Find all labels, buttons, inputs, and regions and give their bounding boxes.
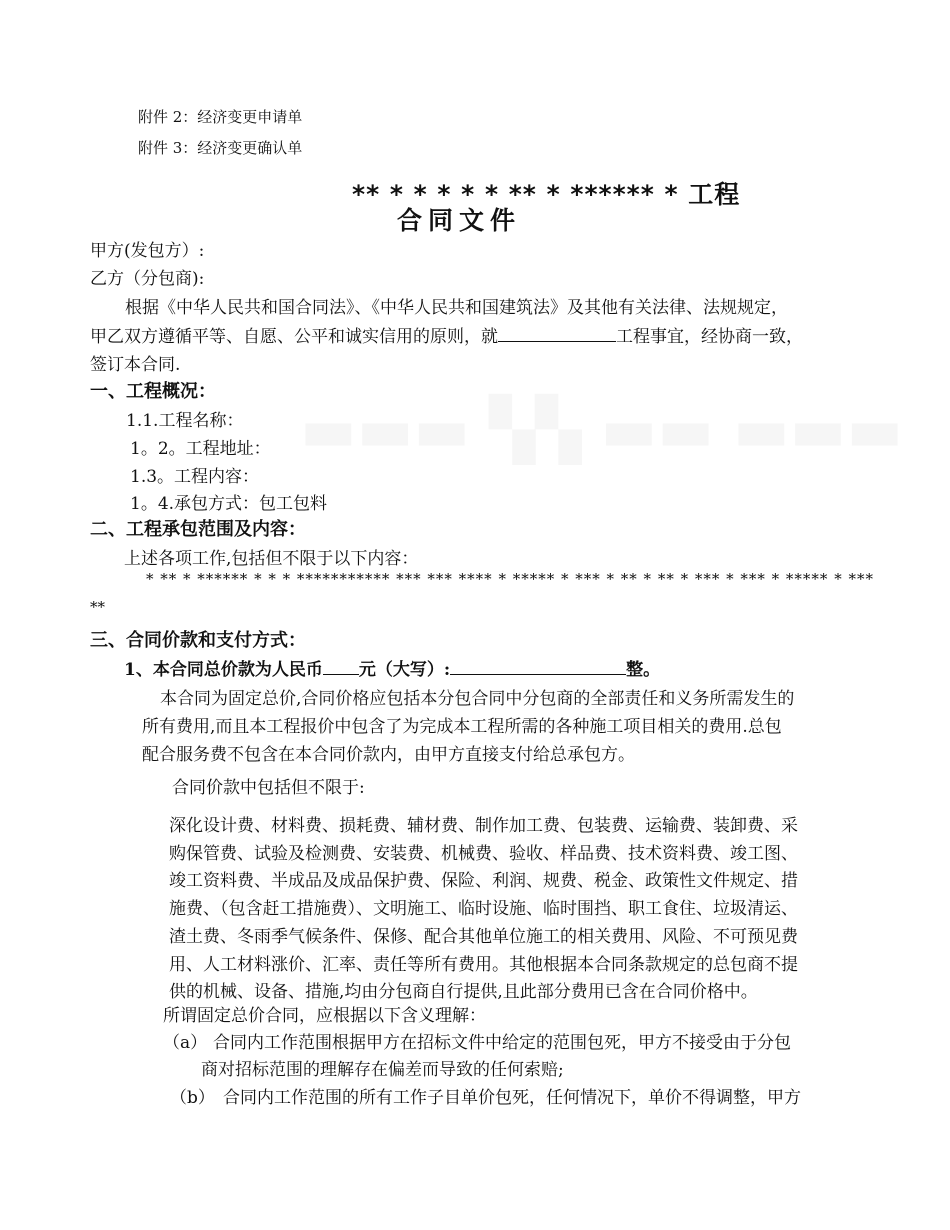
contract-price-mid: 元（大写）:: [358, 660, 451, 680]
section-3-heading: 三、合同价款和支付方式：: [90, 630, 306, 651]
includes-line-4: 施费、（包含赶工措施费）、文明施工、临时设施、临时围挡、职工食住、垃圾清运、: [169, 899, 798, 919]
document-subtitle: 合同文件: [397, 206, 522, 235]
section-1-heading: 一、工程概况：: [90, 381, 216, 402]
intro-line-2: [90, 322, 803, 347]
watermark: [300, 395, 903, 465]
section-2-placeholder-line-1: * ** * ****** * * * *********** *** *** **** * ***** * *** * ** * ** * *** * *** * ***** * ***: [146, 570, 874, 588]
document-title: ** * * * * * ** * ****** * 工程: [352, 180, 741, 209]
intro-line-3: 签订本合同.: [90, 355, 181, 375]
price-words-blank: [450, 656, 626, 675]
project-name-blank: [498, 323, 616, 342]
price-paragraph-line-1: 本合同为固定总价,合同价格应包括本分包合同中分包商的全部责任和义务所需发生的: [160, 689, 795, 709]
clause-b-label: （b）: [170, 1088, 215, 1108]
attachment-2: 附件 2：经济变更申请单: [138, 108, 303, 126]
party-b-label: 乙方（分包商):: [90, 269, 205, 289]
includes-line-3: 竣工资料费、半成品及成品保护费、保险、利润、规费、税金、政策性文件规定、措: [169, 871, 798, 891]
price-number-blank: [323, 656, 359, 675]
clause-a-line-1: 合同内工作范围根据甲方在招标文件中给定的范围包死，甲方不接受由于分包: [213, 1033, 791, 1053]
section-2-intro: 上述各项工作,包括但不限于以下内容：: [124, 549, 419, 569]
fixed-price-heading: 所谓固定总价合同，应根据以下含义理解：: [163, 1006, 486, 1026]
includes-heading: 合同价款中包括但不限于:: [172, 778, 365, 798]
includes-line-7: 供的机械、设备、措施,均由分包商自行提供,且此部分费用已含在合同价格中。: [169, 982, 758, 1002]
contract-price-post: 整。: [626, 660, 661, 680]
intro-line-1: 根据《中华人民共和国合同法》、《中华人民共和国建筑法》及其他有关法律、法规规定，: [125, 298, 788, 318]
section-1-item-4: 1。4.承包方式：包工包料: [130, 494, 328, 514]
includes-line-1: 深化设计费、材料费、损耗费、辅材费、制作加工费、包装费、运输费、装卸费、采: [169, 816, 798, 836]
includes-line-6: 用、人工材料涨价、汇率、责任等所有费用。其他根据本合同条款规定的总包商不提: [169, 955, 798, 975]
section-1-item-1: 1.1.工程名称：: [126, 411, 244, 431]
clause-a-label: （a）: [163, 1033, 208, 1053]
party-a-label: 甲方(发包方）:: [90, 241, 205, 261]
includes-line-5: 渣土费、冬雨季气候条件、保修、配合其他单位施工的相关费用、风险、不可预见费: [169, 927, 798, 947]
clause-a-line-2: 商对招标范围的理解存在偏差而导致的任何索赔;: [201, 1060, 564, 1080]
intro-line-2-post: 工程事宜，经协商一致，: [616, 327, 803, 347]
price-paragraph-line-3: 配合服务费不包含在本合同价款内，由甲方直接支付给总承包方。: [142, 745, 635, 765]
price-paragraph-line-2: 所有费用,而且本工程报价中包含了为完成本工程所需的各种施工项目相关的费用.总包: [142, 717, 782, 737]
section-2-heading: 二、工程承包范围及内容：: [90, 519, 306, 540]
contract-price-pre: 1、本合同总价款为人民币: [124, 660, 323, 680]
attachment-3: 附件 3：经济变更确认单: [138, 139, 303, 157]
section-1-item-3: 1.3。工程内容：: [130, 467, 260, 487]
includes-line-2: 购保管费、试验及检测费、安装费、机械费、验收、样品费、技术资料费、竣工图、: [169, 844, 798, 864]
clause-b-line-1: 合同内工作范围的所有工作子目单价包死，任何情况下，单价不得调整，甲方: [223, 1088, 801, 1108]
section-1-item-2: 1。2。工程地址：: [130, 439, 271, 459]
section-2-placeholder-line-2: **: [90, 598, 105, 616]
intro-line-2-pre: 甲乙双方遵循平等、自愿、公平和诚实信用的原则，就: [90, 327, 498, 347]
contract-price-line: [124, 655, 660, 680]
